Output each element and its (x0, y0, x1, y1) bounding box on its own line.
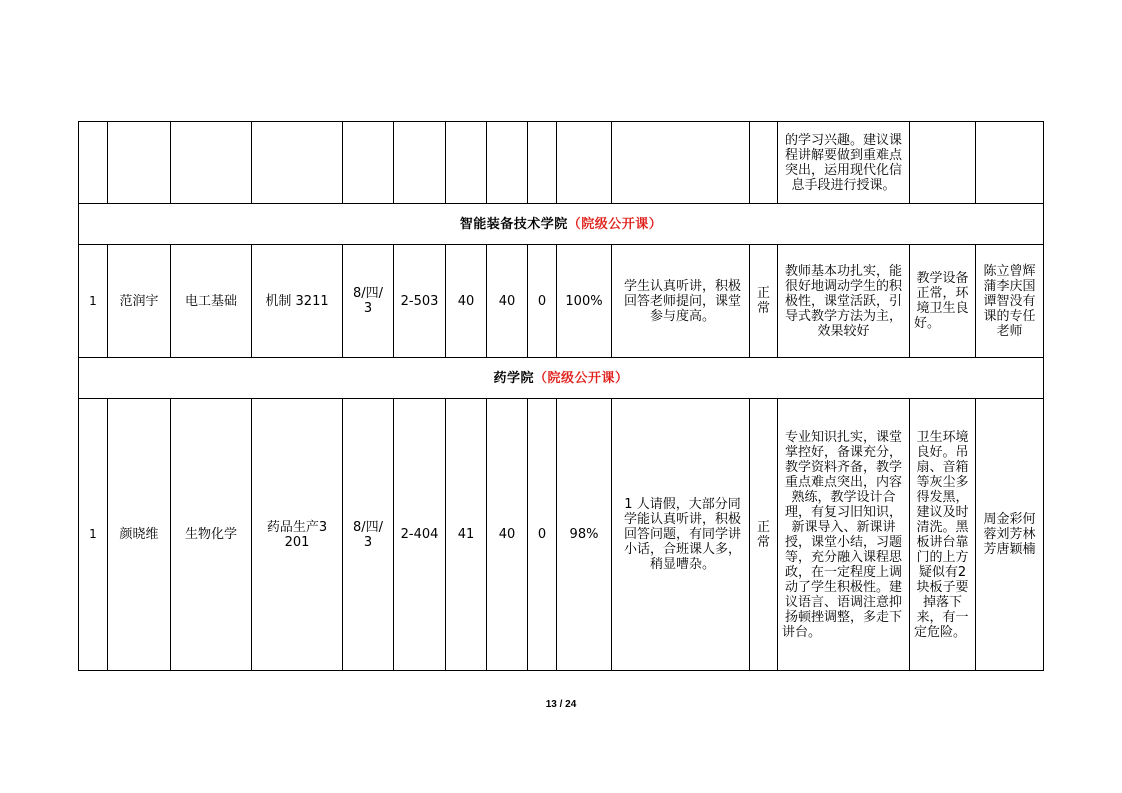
cell-order (750, 122, 778, 204)
cell-expected: 40 (446, 245, 487, 358)
cell-comment: 专业知识扎实，课堂掌控好，备课充分，教学资料齐备，教学重点难点突出，内容熟练，教学设计合理，有复习旧知识，新课导入、新课讲授，课堂小结，习题等，充分融入课程思政，在一定程度上调动了学生积极性。建议语言、语调注意抑扬顿挫调整，多走下讲台。 (778, 399, 910, 671)
cell-no (79, 122, 108, 204)
cell-expected (446, 122, 487, 204)
cell-room: 2-404 (394, 399, 446, 671)
cell-room: 2-503 (394, 245, 446, 358)
cell-environment: 教学设备正常，环境卫生良好。 (910, 245, 976, 358)
cell-observers: 陈立曾辉蒲李庆国谭智没有课的专任老师 (976, 245, 1044, 358)
cell-course: 电工基础 (171, 245, 252, 358)
cell-order: 正常 (750, 245, 778, 358)
cell-order: 正常 (750, 399, 778, 671)
table-row (79, 399, 1044, 671)
cell-environment: 卫生环境良好。吊扇、音箱等灰尘多得发黑，建议及时清洗。黑板讲台靠门的上方疑似有2块板子要掉落下来，有一定危险。 (910, 399, 976, 671)
cell-course (171, 122, 252, 204)
cell-class (252, 122, 343, 204)
cell-student-status (612, 122, 750, 204)
cell-comment: 教师基本功扎实，能很好地调动学生的积极性，课堂活跃，引导式教学方法为主，效果较好 (778, 245, 910, 358)
cell-environment (910, 122, 976, 204)
cell-rate: 98% (557, 399, 612, 671)
cell-comment: 的学习兴趣。建议课程讲解要做到重难点突出，运用现代化信息手段进行授课。 (778, 122, 910, 204)
cell-actual: 40 (487, 245, 528, 358)
section-tag: （院级公开课） (534, 370, 629, 386)
cell-teacher: 颜晓维 (108, 399, 171, 671)
cell-absent: 0 (528, 399, 557, 671)
cell-rate: 100% (557, 245, 612, 358)
cell-class: 机制 3211 (252, 245, 343, 358)
cell-absent (528, 122, 557, 204)
section-title-cell (79, 358, 1044, 399)
section-title-cell (79, 204, 1044, 245)
cell-observers (976, 122, 1044, 204)
cell-course: 生物化学 (171, 399, 252, 671)
cell-absent: 0 (528, 245, 557, 358)
cell-no: 1 (79, 399, 108, 671)
cell-actual (487, 122, 528, 204)
cell-rate (557, 122, 612, 204)
inspection-table (78, 121, 1044, 671)
cell-expected: 41 (446, 399, 487, 671)
section-header-row (79, 204, 1044, 245)
cell-teacher: 范润宇 (108, 245, 171, 358)
cell-teacher (108, 122, 171, 204)
cell-actual: 40 (487, 399, 528, 671)
section-title: 智能装备技术学院 (459, 216, 568, 232)
section-title: 药学院 (493, 370, 534, 386)
cell-class: 药品生产3201 (252, 399, 343, 671)
cell-time: 8/四/3 (343, 399, 394, 671)
cell-room (394, 122, 446, 204)
table-row (79, 245, 1044, 358)
cell-no: 1 (79, 245, 108, 358)
cell-observers: 周金彩何蓉刘芳林芳唐颖楠 (976, 399, 1044, 671)
table-row-continued (79, 122, 1044, 204)
cell-time (343, 122, 394, 204)
cell-time: 8/四/3 (343, 245, 394, 358)
cell-student-status: 学生认真听讲，积极回答老师提问，课堂参与度高。 (612, 245, 750, 358)
section-tag: （院级公开课） (567, 216, 663, 232)
cell-student-status: 1 人请假，大部分同学能认真听讲，积极回答问题，有同学讲小话，合班课人多，稍显嘈杂。 (612, 399, 750, 671)
section-header-row (79, 358, 1044, 399)
page-number: 13 / 24 (545, 699, 577, 710)
